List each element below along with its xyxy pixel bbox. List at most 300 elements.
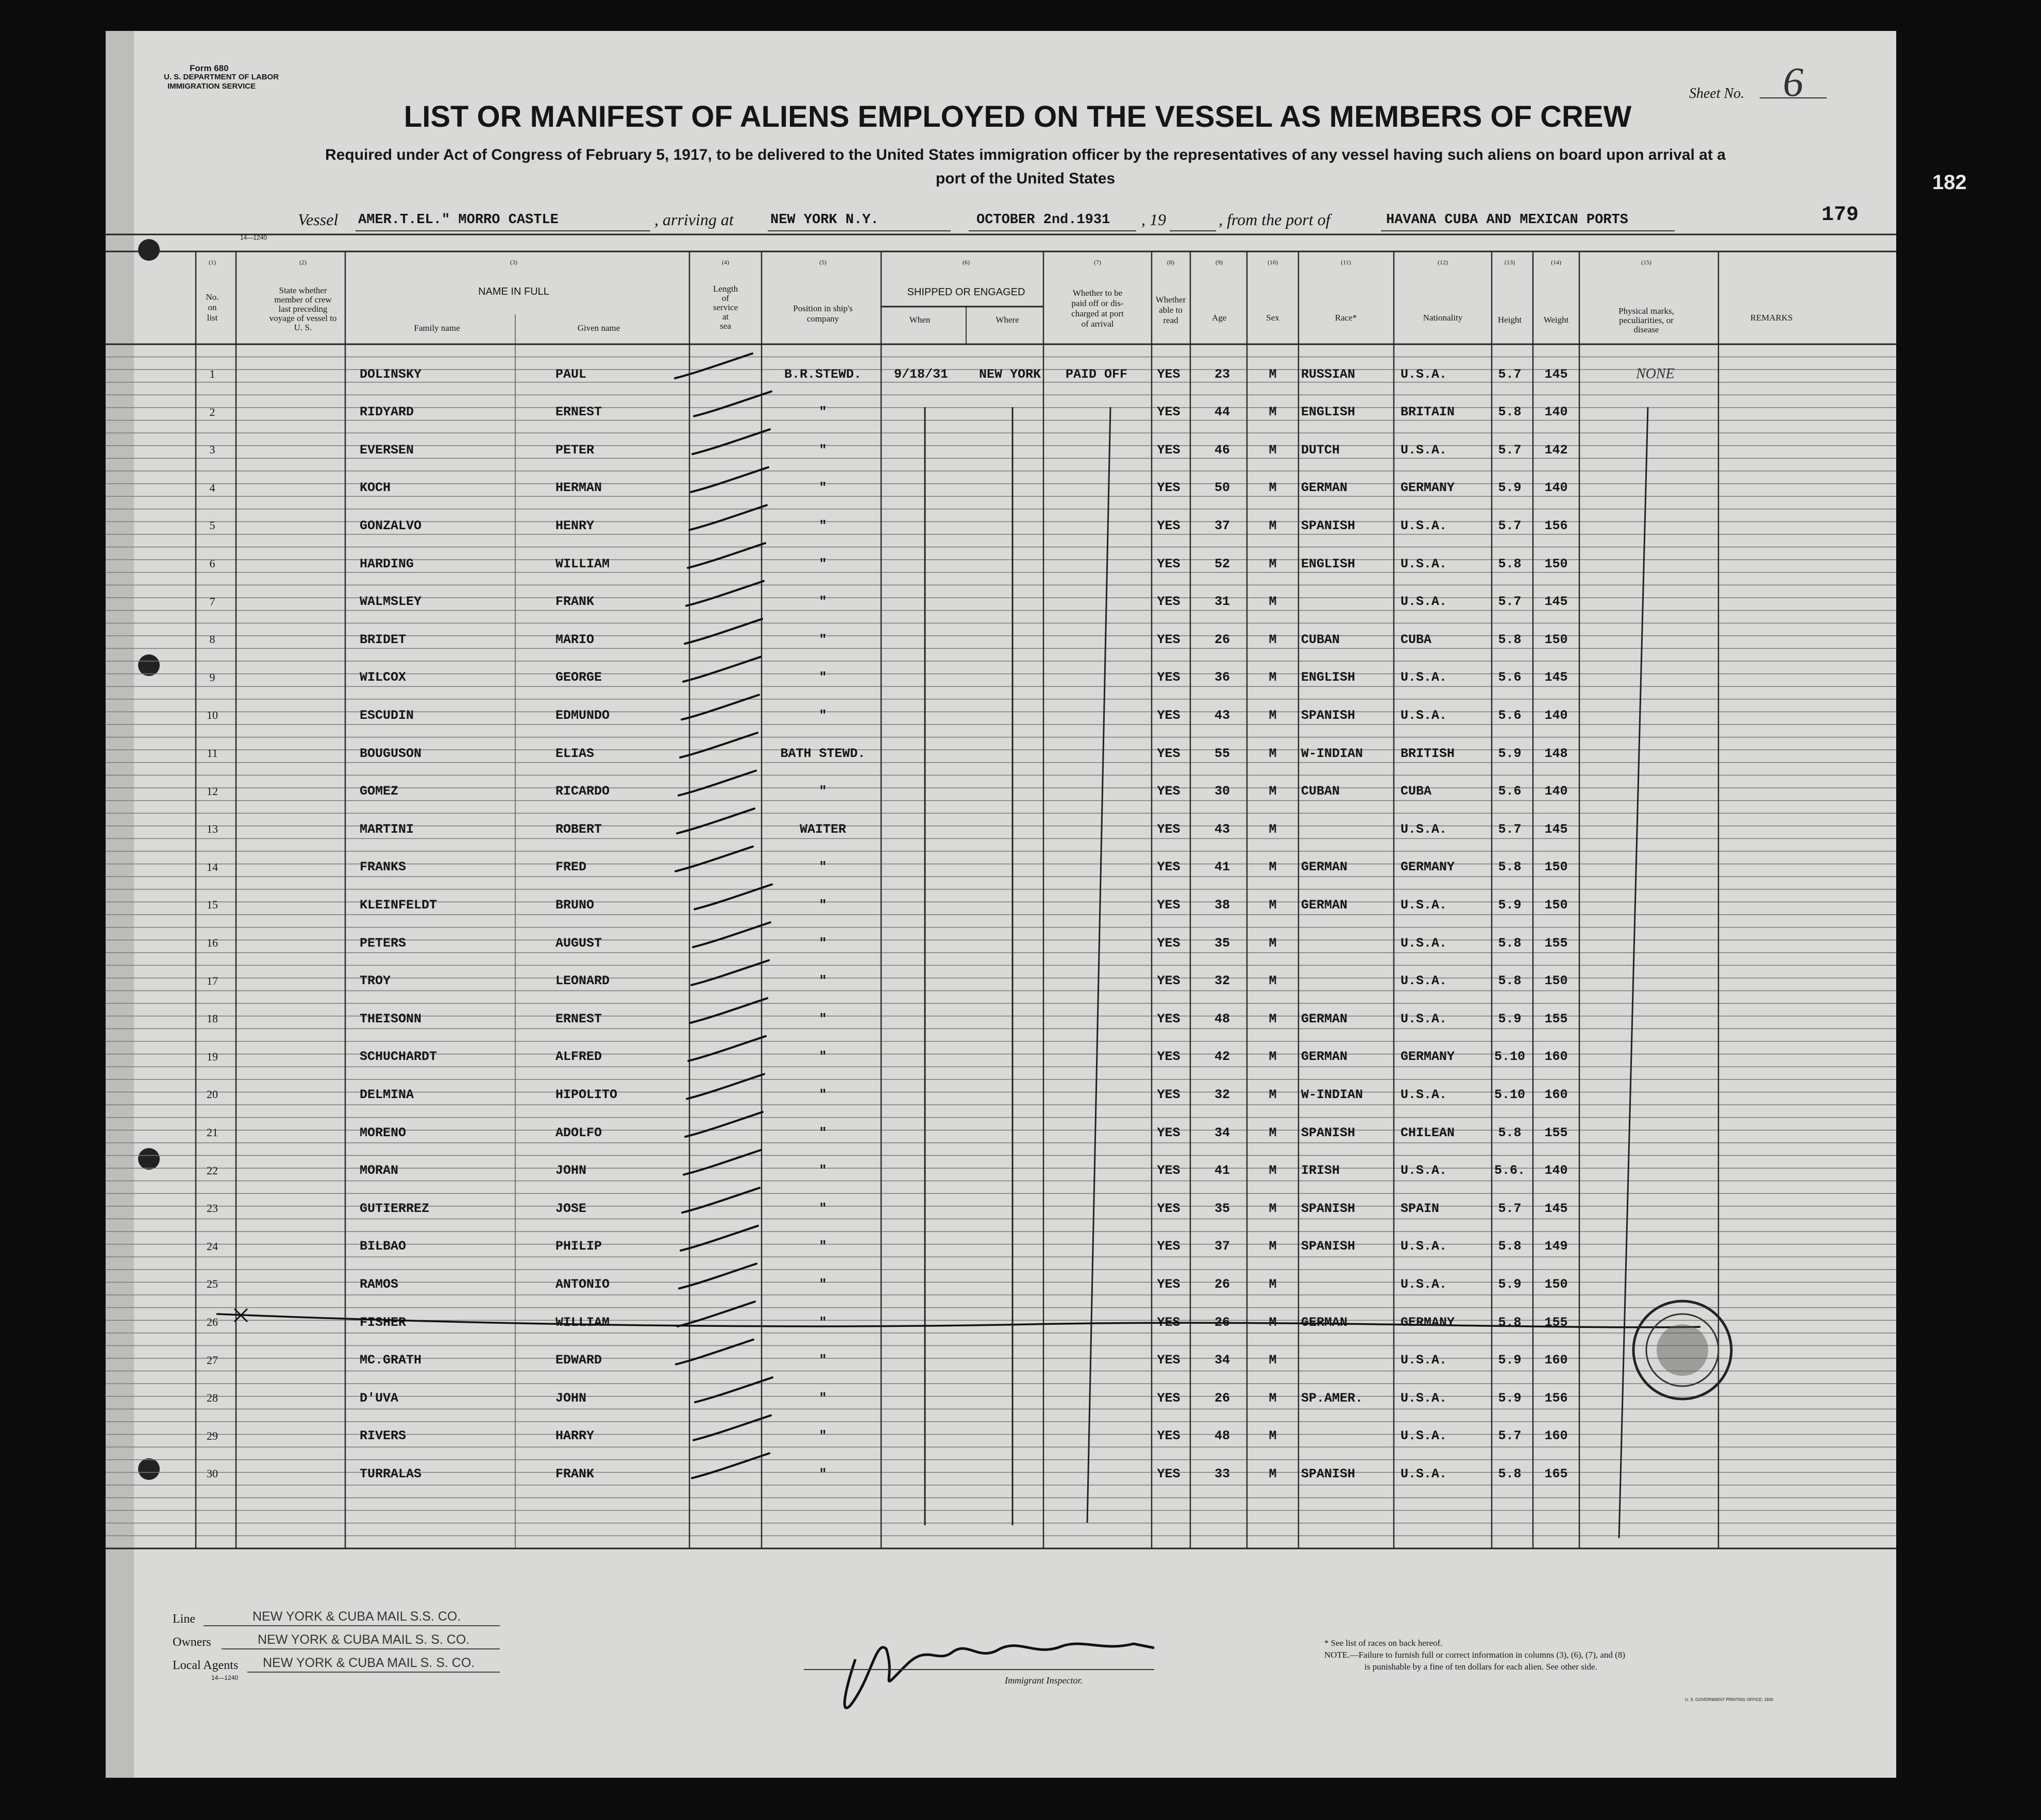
cell-sex: M: [1269, 670, 1277, 685]
cell-height: 5.8: [1498, 1239, 1522, 1254]
cell-height: 5.9: [1498, 480, 1522, 496]
cell-age: 26: [1214, 1315, 1230, 1330]
cell-family: EVERSEN: [360, 442, 414, 458]
cell-height: 5.9: [1498, 1390, 1522, 1406]
cell-paid: PAID OFF: [1066, 366, 1128, 382]
cell-height: 5.7: [1498, 821, 1522, 837]
cell-position: ": [819, 784, 827, 799]
cell-weight: 160: [1544, 1049, 1568, 1065]
cell-nationality: U.S.A.: [1401, 670, 1447, 685]
cell-nationality: BRITISH: [1401, 746, 1455, 761]
cell-family: TURRALAS: [360, 1466, 422, 1481]
cell-given: RICARDO: [555, 784, 610, 799]
cell-read: YES: [1157, 746, 1180, 761]
cell-read: YES: [1157, 1466, 1180, 1481]
cell-nationality: U.S.A.: [1401, 821, 1447, 837]
cell-position: ": [819, 1049, 827, 1065]
cell-position: ": [819, 594, 827, 610]
line-company: NEW YORK & CUBA MAIL S.S. CO.: [252, 1609, 461, 1624]
cell-family: BOUGUSON: [360, 746, 422, 761]
cell-no: 17: [207, 974, 218, 987]
cell-weight: 145: [1544, 670, 1568, 685]
cell-no: 27: [207, 1353, 218, 1367]
cell-read: YES: [1157, 1353, 1180, 1368]
cell-family: FISHER: [360, 1315, 407, 1330]
cell-position: ": [819, 973, 827, 989]
cell-sex: M: [1269, 860, 1277, 875]
column-header-c12-num: (12): [1438, 259, 1448, 266]
cell-family: KLEINFELDT: [360, 897, 437, 913]
cell-nationality: U.S.A.: [1401, 1276, 1447, 1292]
cell-read: YES: [1157, 1049, 1180, 1065]
cell-position: ": [819, 1276, 827, 1292]
column-header-c15-line2: peculiarities, or: [1619, 315, 1674, 325]
cell-weight: 140: [1544, 784, 1568, 799]
cell-sex: M: [1269, 746, 1277, 761]
cell-read: YES: [1157, 594, 1180, 610]
cell-read: YES: [1157, 1239, 1180, 1254]
cell-nationality: BRITAIN: [1401, 405, 1455, 420]
cell-given: ANTONIO: [555, 1276, 610, 1292]
cell-position: ": [819, 556, 827, 571]
column-header-c5-num: (5): [819, 259, 826, 266]
cell-height: 5.8: [1498, 935, 1522, 951]
cell-weight: 140: [1544, 1163, 1568, 1178]
cell-position: ": [819, 405, 827, 420]
cell-read: YES: [1157, 1087, 1180, 1102]
cell-weight: 150: [1544, 860, 1568, 875]
arrival-date: OCTOBER 2nd.1931: [976, 212, 1110, 228]
cell-weight: 145: [1544, 366, 1568, 382]
cell-no: 9: [209, 670, 215, 684]
cell-sex: M: [1269, 821, 1277, 837]
cell-family: D'UVA: [360, 1390, 399, 1406]
column-header-c2-line3: last preceding: [278, 304, 328, 314]
cell-family: BILBAO: [360, 1239, 407, 1254]
cell-position: ": [819, 897, 827, 913]
cell-no: 7: [209, 595, 215, 608]
cell-no: 2: [209, 405, 215, 418]
cell-family: SCHUCHARDT: [360, 1049, 437, 1065]
cell-race: GERMAN: [1301, 1315, 1348, 1330]
cell-position: ": [819, 1315, 827, 1330]
column-header-c15-num: (15): [1641, 259, 1651, 266]
cell-nationality: U.S.A.: [1401, 935, 1447, 951]
cell-when: 9/18/31: [894, 366, 949, 382]
column-header-c3-num: (3): [510, 259, 517, 266]
cell-no: 4: [209, 481, 215, 494]
cell-height: 5.9: [1498, 1353, 1522, 1368]
column-header-c2-line4: voyage of vessel to: [269, 313, 337, 323]
cell-race: GERMAN: [1301, 860, 1348, 875]
cell-nationality: U.S.A.: [1401, 1353, 1447, 1368]
cell-read: YES: [1157, 821, 1180, 837]
cell-weight: 148: [1544, 746, 1568, 761]
cell-position: ": [819, 1239, 827, 1254]
cell-given: MARIO: [555, 632, 595, 647]
arriving-label: , arriving at: [654, 210, 734, 229]
owners-company: NEW YORK & CUBA MAIL S. S. CO.: [258, 1632, 470, 1647]
cell-height: 5.8: [1498, 1315, 1522, 1330]
cell-no: 23: [207, 1202, 218, 1215]
cell-read: YES: [1157, 518, 1180, 533]
cell-nationality: SPAIN: [1401, 1201, 1440, 1216]
cell-race: RUSSIAN: [1301, 366, 1356, 382]
cell-marks: NONE: [1636, 366, 1675, 382]
cell-nationality: U.S.A.: [1401, 1163, 1447, 1178]
cell-nationality: U.S.A.: [1401, 1466, 1447, 1481]
cell-read: YES: [1157, 935, 1180, 951]
cell-height: 5.10: [1494, 1049, 1526, 1065]
column-header-c3-given: Given name: [577, 323, 620, 333]
cell-height: 5.6.: [1494, 1163, 1526, 1178]
cell-given: GEORGE: [555, 670, 602, 685]
footnote-races: * See list of races on back hereof.: [1324, 1638, 1443, 1648]
cell-race: GERMAN: [1301, 1049, 1348, 1065]
cell-position: ": [819, 670, 827, 685]
cell-given: BRUNO: [555, 897, 595, 913]
column-header-c4-line3: service: [713, 302, 738, 312]
cell-family: GOMEZ: [360, 784, 399, 799]
folio-stamp: 182: [1932, 171, 1967, 194]
cell-position: ": [819, 935, 827, 951]
column-header-c7-num: (7): [1094, 259, 1101, 266]
cell-where: NEW YORK: [979, 366, 1041, 382]
cell-family: GONZALVO: [360, 518, 422, 533]
cell-nationality: CUBA: [1401, 784, 1432, 799]
cell-position: ": [819, 518, 827, 533]
cell-age: 41: [1214, 1163, 1230, 1178]
column-header-c7-line3: charged at port: [1071, 309, 1124, 318]
cell-weight: 140: [1544, 480, 1568, 496]
column-header-c8-line3: read: [1163, 315, 1178, 325]
cell-position: ": [819, 860, 827, 875]
cell-sex: M: [1269, 1049, 1277, 1065]
cell-age: 52: [1214, 556, 1230, 571]
cell-given: JOHN: [555, 1390, 587, 1406]
column-header-c14-num: (14): [1551, 259, 1561, 266]
cell-age: 30: [1214, 784, 1230, 799]
cell-height: 5.8: [1498, 973, 1522, 989]
cell-sex: M: [1269, 935, 1277, 951]
cell-weight: 155: [1544, 935, 1568, 951]
cell-read: YES: [1157, 1125, 1180, 1140]
cell-read: YES: [1157, 860, 1180, 875]
cell-weight: 156: [1544, 518, 1568, 533]
cell-given: PHILIP: [555, 1239, 602, 1254]
column-header-c11-num: (11): [1341, 259, 1351, 266]
cell-position: ": [819, 1390, 827, 1406]
cell-sex: M: [1269, 1201, 1277, 1216]
cell-family: RAMOS: [360, 1276, 399, 1292]
column-header-c1-line3: list: [207, 313, 218, 323]
cell-sex: M: [1269, 1011, 1277, 1026]
cell-family: GUTIERREZ: [360, 1201, 430, 1216]
cell-weight: 155: [1544, 1315, 1568, 1330]
cell-sex: M: [1269, 442, 1277, 458]
agents-company: NEW YORK & CUBA MAIL S. S. CO.: [263, 1656, 475, 1670]
cell-family: DELMINA: [360, 1087, 414, 1102]
cell-nationality: GERMANY: [1401, 1049, 1455, 1065]
cell-weight: 149: [1544, 1239, 1568, 1254]
cell-given: HERMAN: [555, 480, 602, 496]
cell-given: LEONARD: [555, 973, 610, 989]
cell-race: CUBAN: [1301, 632, 1340, 647]
cell-read: YES: [1157, 1201, 1180, 1216]
folio-stamp-2: 179: [1821, 204, 1859, 227]
sheet-number: 6: [1783, 60, 1803, 105]
from-port-label: , from the port of: [1219, 210, 1330, 229]
cell-height: 5.8: [1498, 1466, 1522, 1481]
cell-read: YES: [1157, 1011, 1180, 1026]
cell-no: 30: [207, 1467, 218, 1480]
cell-family: PETERS: [360, 935, 407, 951]
cell-sex: M: [1269, 1353, 1277, 1368]
cell-position: ": [819, 1163, 827, 1178]
cell-family: MARTINI: [360, 821, 414, 837]
cell-read: YES: [1157, 897, 1180, 913]
cell-age: 35: [1214, 935, 1230, 951]
cell-sex: M: [1269, 1428, 1277, 1444]
cell-nationality: GERMANY: [1401, 860, 1455, 875]
cell-height: 5.9: [1498, 1276, 1522, 1292]
cell-race: W-INDIAN: [1301, 1087, 1363, 1102]
cell-weight: 155: [1544, 1125, 1568, 1140]
column-header-c9-num: (9): [1216, 259, 1223, 266]
cell-height: 5.6: [1498, 670, 1522, 685]
cell-no: 15: [207, 898, 218, 912]
cell-nationality: U.S.A.: [1401, 366, 1447, 382]
cell-weight: 145: [1544, 821, 1568, 837]
cell-nationality: GERMANY: [1401, 480, 1455, 496]
column-header-c10-num: (10): [1268, 259, 1278, 266]
cell-no: 29: [207, 1429, 218, 1442]
cell-no: 25: [207, 1277, 218, 1291]
cell-position: ": [819, 480, 827, 496]
cell-race: GERMAN: [1301, 1011, 1348, 1026]
cell-position: ": [819, 632, 827, 647]
cell-height: 5.7: [1498, 442, 1522, 458]
column-header-c5-line1: Position in ship's: [793, 304, 853, 313]
owners-label: Owners: [173, 1636, 211, 1649]
page-subtitle: Required under Act of Congress of February 5, 1917, to be delivered to the United States immigration officer by the representatives of any vessel having such aliens on board upon arrival at a: [325, 146, 1726, 163]
cell-read: YES: [1157, 1276, 1180, 1292]
cell-read: YES: [1157, 480, 1180, 496]
cell-sex: M: [1269, 405, 1277, 420]
cell-read: YES: [1157, 556, 1180, 571]
cell-no: 13: [207, 822, 218, 836]
inspector-label: Immigrant Inspector.: [1005, 1675, 1083, 1686]
cell-age: 43: [1214, 821, 1230, 837]
cell-given: EDWARD: [555, 1353, 602, 1368]
cell-age: 37: [1214, 518, 1230, 533]
cell-sex: M: [1269, 784, 1277, 799]
cell-sex: M: [1269, 707, 1277, 723]
cell-given: HARRY: [555, 1428, 595, 1444]
cell-no: 11: [207, 747, 218, 760]
cell-family: KOCH: [360, 480, 391, 496]
cell-race: SPANISH: [1301, 518, 1356, 533]
cell-height: 5.8: [1498, 1125, 1522, 1140]
cell-age: 33: [1214, 1466, 1230, 1481]
cell-sex: M: [1269, 1239, 1277, 1254]
cell-age: 44: [1214, 405, 1230, 420]
cell-age: 35: [1214, 1201, 1230, 1216]
cell-race: ENGLISH: [1301, 405, 1356, 420]
cell-age: 36: [1214, 670, 1230, 685]
cell-weight: 145: [1544, 594, 1568, 610]
cell-position: ": [819, 1353, 827, 1368]
cell-family: MC.GRATH: [360, 1353, 422, 1368]
department-label: U. S. DEPARTMENT OF LABOR: [164, 73, 279, 81]
cell-sex: M: [1269, 480, 1277, 496]
cell-height: 5.7: [1498, 594, 1522, 610]
cell-no: 16: [207, 936, 218, 949]
cell-family: RIDYARD: [360, 405, 414, 420]
page-title: LIST OR MANIFEST OF ALIENS EMPLOYED ON THE VESSEL AS MEMBERS OF CREW: [403, 100, 1632, 133]
cell-height: 5.7: [1498, 366, 1522, 382]
cell-no: 8: [209, 633, 215, 646]
cell-read: YES: [1157, 707, 1180, 723]
cell-given: FRED: [555, 860, 587, 875]
column-header-c2-line2: member of crew: [274, 295, 332, 305]
cell-height: 5.9: [1498, 897, 1522, 913]
column-header-c4-line1: Length: [713, 284, 738, 294]
cell-race: SPANISH: [1301, 1125, 1356, 1140]
cell-height: 5.7: [1498, 1428, 1522, 1444]
page-subtitle-2: port of the United States: [935, 170, 1116, 187]
cell-read: YES: [1157, 1163, 1180, 1178]
column-header-c7-line1: Whether to be: [1072, 288, 1123, 298]
cell-nationality: CUBA: [1401, 632, 1432, 647]
cell-nationality: U.S.A.: [1401, 1087, 1447, 1102]
cell-age: 43: [1214, 707, 1230, 723]
cell-age: 32: [1214, 1087, 1230, 1102]
cell-given: ELIAS: [555, 746, 595, 761]
cell-race: ENGLISH: [1301, 556, 1356, 571]
cell-position: WAITER: [799, 821, 847, 837]
cell-no: 1: [209, 367, 215, 380]
cell-read: YES: [1157, 670, 1180, 685]
column-header-c2-line5: U. S.: [294, 323, 312, 332]
cell-age: 37: [1214, 1239, 1230, 1254]
column-header-c7-line4: of arrival: [1081, 319, 1114, 329]
cell-weight: 150: [1544, 632, 1568, 647]
from-port: HAVANA CUBA AND MEXICAN PORTS: [1386, 212, 1628, 228]
cell-race: ENGLISH: [1301, 670, 1356, 685]
cell-sex: M: [1269, 1087, 1277, 1102]
cell-sex: M: [1269, 632, 1277, 647]
cell-weight: 156: [1544, 1390, 1568, 1406]
footer-form-code: 14—1240: [211, 1674, 239, 1681]
cell-sex: M: [1269, 518, 1277, 533]
cell-family: THEISONN: [360, 1011, 422, 1026]
column-header-c13-label: Height: [1497, 315, 1522, 325]
cell-race: SPANISH: [1301, 1466, 1356, 1481]
cell-race: DUTCH: [1301, 442, 1340, 458]
cell-age: 34: [1214, 1353, 1230, 1368]
cell-given: ROBERT: [555, 821, 602, 837]
cell-position: BATH STEWD.: [780, 746, 866, 761]
cell-no: 5: [209, 519, 215, 532]
column-header-c1-num: (1): [209, 259, 216, 266]
cell-weight: 160: [1544, 1428, 1568, 1444]
cell-read: YES: [1157, 1390, 1180, 1406]
column-header-c5-line2: company: [806, 314, 839, 324]
cell-weight: 145: [1544, 1201, 1568, 1216]
cell-nationality: U.S.A.: [1401, 707, 1447, 723]
cell-nationality: U.S.A.: [1401, 973, 1447, 989]
cell-no: 10: [207, 709, 218, 722]
cell-height: 5.10: [1494, 1087, 1526, 1102]
cell-age: 50: [1214, 480, 1230, 496]
cell-height: 5.8: [1498, 632, 1522, 647]
column-header-c13-num: (13): [1505, 259, 1515, 266]
cell-given: HENRY: [555, 518, 595, 533]
cell-height: 5.7: [1498, 1201, 1522, 1216]
cell-age: 31: [1214, 594, 1230, 610]
cell-read: YES: [1157, 1315, 1180, 1330]
cell-given: WILLIAM: [555, 556, 610, 571]
cell-weight: 155: [1544, 1011, 1568, 1026]
cell-given: HIPOLITO: [555, 1087, 618, 1102]
column-header-c11-label: Race*: [1335, 313, 1357, 323]
cell-weight: 160: [1544, 1087, 1568, 1102]
cell-given: ADOLFO: [555, 1125, 602, 1140]
cell-weight: 160: [1544, 1353, 1568, 1368]
cell-age: 26: [1214, 632, 1230, 647]
cell-given: FRANK: [555, 1466, 595, 1481]
cell-age: 38: [1214, 897, 1230, 913]
cell-height: 5.6: [1498, 784, 1522, 799]
cell-given: EDMUNDO: [555, 707, 610, 723]
cell-given: PETER: [555, 442, 595, 458]
cell-read: YES: [1157, 405, 1180, 420]
cell-nationality: U.S.A.: [1401, 1011, 1447, 1026]
column-header-c8-line2: able to: [1159, 305, 1183, 315]
cell-position: ": [819, 707, 827, 723]
cell-family: MORAN: [360, 1163, 399, 1178]
cell-race: SPANISH: [1301, 707, 1356, 723]
cell-no: 19: [207, 1050, 218, 1063]
column-header-c4-line2: of: [721, 293, 730, 303]
cell-sex: M: [1269, 897, 1277, 913]
cell-sex: M: [1269, 1125, 1277, 1140]
cell-sex: M: [1269, 366, 1277, 382]
cell-sex: M: [1269, 973, 1277, 989]
cell-age: 42: [1214, 1049, 1230, 1065]
footnote-note: NOTE.—Failure to furnish full or correct information in columns (3), (6), (7), and (8): [1324, 1650, 1625, 1660]
cell-no: 6: [209, 557, 215, 570]
cell-given: JOHN: [555, 1163, 587, 1178]
cell-given: ERNEST: [555, 405, 602, 420]
cell-position: ": [819, 1201, 827, 1216]
cell-no: 28: [207, 1391, 218, 1405]
cell-read: YES: [1157, 366, 1180, 382]
cell-no: 21: [207, 1126, 218, 1139]
cell-position: ": [819, 1011, 827, 1026]
cell-weight: 140: [1544, 405, 1568, 420]
service-label: IMMIGRATION SERVICE: [167, 82, 256, 91]
form-number: Form 680: [190, 63, 229, 73]
cell-position: ": [819, 1428, 827, 1444]
column-header-c9-label: Age: [1211, 313, 1227, 323]
cell-age: 55: [1214, 746, 1230, 761]
cell-weight: 150: [1544, 973, 1568, 989]
cell-no: 12: [207, 784, 218, 798]
cell-height: 5.8: [1498, 556, 1522, 571]
column-header-c4-num: (4): [722, 259, 729, 266]
